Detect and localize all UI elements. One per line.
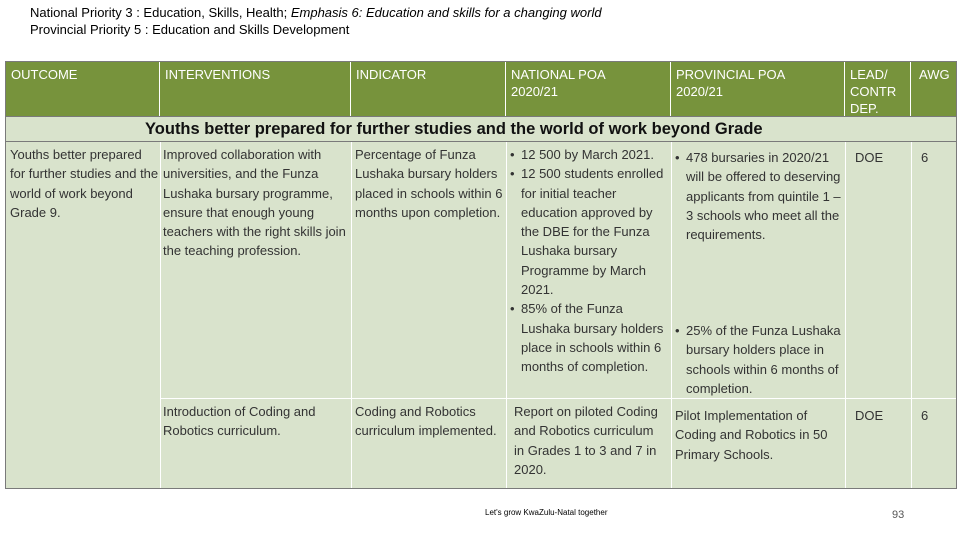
row1-intervention: Improved collaboration with universities, and the Funza Lushaka bursary programme, ensure that enough young teachers with the right skills join the teaching profession. <box>163 147 346 259</box>
row2-awg: 6 <box>921 408 929 423</box>
national-bullet: • 85% of the Funza Lushaka bursary holders place in schools within 6 months of completion. <box>506 299 671 376</box>
row1-outcome: Youths better prepared for further studies and the world of work beyond Grade 9. <box>10 147 159 220</box>
col-outcome: OUTCOME <box>6 62 160 116</box>
row1-provincial-poa <box>671 148 845 244</box>
row2-national-poa: Report on piloted Coding and Robotics curriculum in Grades 1 to 3 and 7 in 2020. <box>514 404 658 477</box>
row2-lead: DOE <box>855 408 884 423</box>
col-lead-dep: LEAD/ CONTR DEP. <box>845 62 911 116</box>
title-line-1 <box>30 5 602 20</box>
title-line-2: Provincial Priority 5 : Education and Skills Development <box>30 22 350 37</box>
grid-line <box>845 142 846 488</box>
provincial-bullet: • 25% of the Funza Lushaka bursary holders place in schools within 6 months of completion. <box>671 321 845 398</box>
provincial-bullet: • 478 bursaries in 2020/21 will be offered to deserving applicants from quintile 1 – 3 schools who meet all the requirements. <box>671 148 845 244</box>
national-bullet: • 12 500 students enrolled for initial teacher education approved by the DBE for the Funza Lushaka bursary Programme by March 2021. <box>506 164 671 299</box>
row1-awg: 6 <box>921 150 929 165</box>
title-emphasis: Emphasis 6: Education and skills for a changing world <box>290 5 602 20</box>
footer-tagline: Let's grow KwaZulu-Natal together <box>485 508 608 517</box>
table-header-row <box>6 62 956 116</box>
col-indicator: INDICATOR <box>351 62 506 116</box>
row1-provincial-poa-2 <box>671 321 845 398</box>
col-awg: AWG <box>919 67 950 82</box>
priority-table <box>5 61 957 489</box>
national-bullet: • 12 500 by March 2021. <box>506 145 671 164</box>
section-band-title: Youths better prepared for further studies and the world of work beyond Grade <box>6 116 956 142</box>
row1-indicator: Percentage of Funza Lushaka bursary holders placed in schools within 6 months upon completion. <box>355 147 503 220</box>
row1-lead: DOE <box>855 150 884 165</box>
title-prefix: National Priority 3 : Education, Skills, Health; <box>30 5 291 20</box>
col-interventions: INTERVENTIONS <box>160 62 351 116</box>
row2-provincial-poa: Pilot Implementation of Coding and Robotics in 50 Primary Schools. <box>675 408 828 462</box>
row1-national-poa <box>506 145 671 377</box>
col-national-poa: NATIONAL POA 2020/21 <box>506 62 671 116</box>
grid-line <box>911 142 912 488</box>
col-provincial-poa: PROVINCIAL POA 2020/21 <box>671 62 845 116</box>
page-number: 93 <box>892 509 905 521</box>
row2-indicator: Coding and Robotics curriculum implemented. <box>355 404 497 439</box>
row2-intervention: Introduction of Coding and Robotics curriculum. <box>163 404 316 439</box>
